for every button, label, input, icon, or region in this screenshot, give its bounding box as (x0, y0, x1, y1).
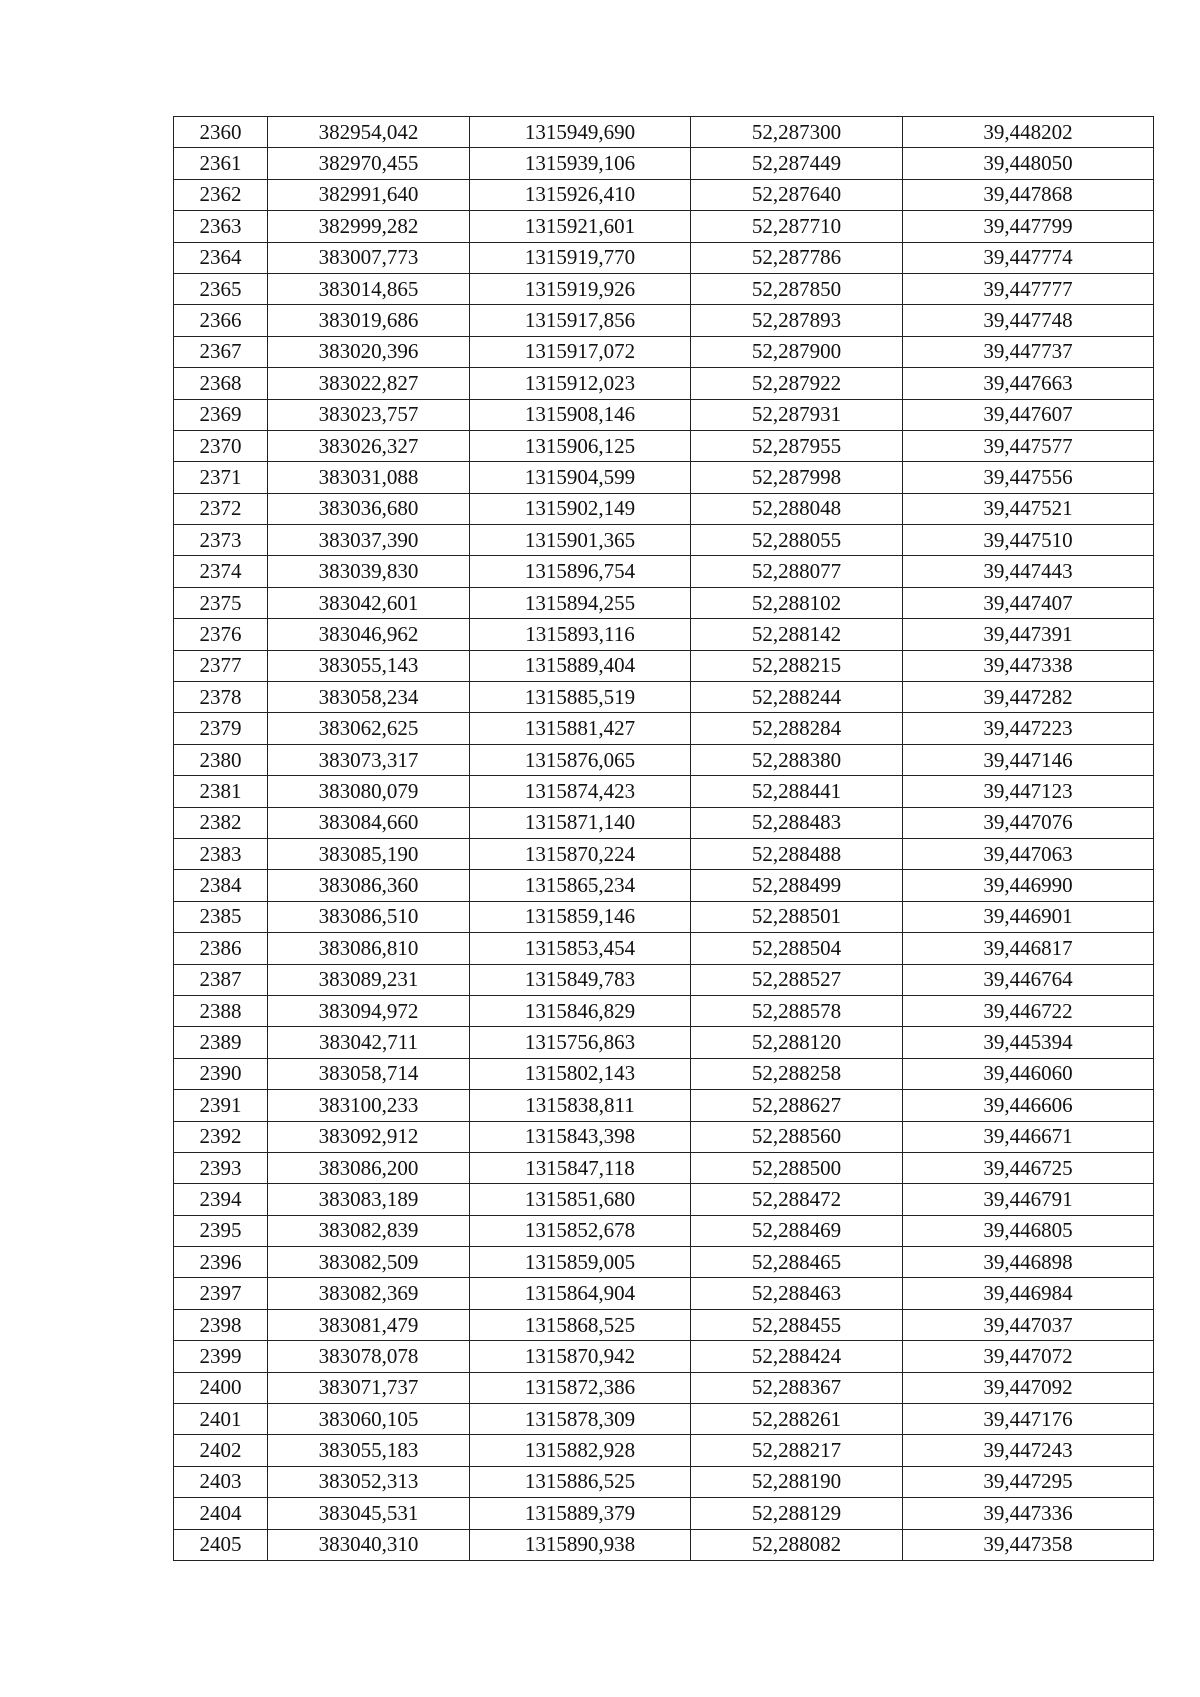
table-row (174, 1498, 1154, 1529)
y-coordinate-cell: 1315949,690 (470, 117, 691, 148)
longitude-cell: 39,445394 (903, 1027, 1154, 1058)
point-number-cell: 2365 (174, 273, 268, 304)
table-row (174, 1215, 1154, 1246)
coordinates-table-body (174, 117, 1154, 1561)
x-coordinate-cell: 383022,827 (268, 368, 470, 399)
y-coordinate-cell: 1315919,770 (470, 242, 691, 273)
x-coordinate-cell: 383058,234 (268, 682, 470, 713)
table-row (174, 462, 1154, 493)
latitude-cell: 52,287850 (691, 273, 903, 304)
x-coordinate-cell: 382954,042 (268, 117, 470, 148)
latitude-cell: 52,288129 (691, 1498, 903, 1529)
table-row (174, 744, 1154, 775)
latitude-cell: 52,288380 (691, 744, 903, 775)
latitude-cell: 52,288055 (691, 525, 903, 556)
table-row (174, 713, 1154, 744)
table-row (174, 1121, 1154, 1152)
point-number-cell: 2404 (174, 1498, 268, 1529)
table-row (174, 493, 1154, 524)
point-number-cell: 2364 (174, 242, 268, 273)
x-coordinate-cell: 383080,079 (268, 776, 470, 807)
latitude-cell: 52,288560 (691, 1121, 903, 1152)
x-coordinate-cell: 383014,865 (268, 273, 470, 304)
y-coordinate-cell: 1315838,811 (470, 1090, 691, 1121)
point-number-cell: 2379 (174, 713, 268, 744)
longitude-cell: 39,447338 (903, 650, 1154, 681)
point-number-cell: 2360 (174, 117, 268, 148)
latitude-cell: 52,287922 (691, 368, 903, 399)
x-coordinate-cell: 383082,509 (268, 1247, 470, 1278)
x-coordinate-cell: 383040,310 (268, 1529, 470, 1560)
y-coordinate-cell: 1315890,938 (470, 1529, 691, 1560)
longitude-cell: 39,446805 (903, 1215, 1154, 1246)
longitude-cell: 39,447282 (903, 682, 1154, 713)
y-coordinate-cell: 1315894,255 (470, 587, 691, 618)
x-coordinate-cell: 383086,510 (268, 901, 470, 932)
longitude-cell: 39,447737 (903, 336, 1154, 367)
point-number-cell: 2399 (174, 1341, 268, 1372)
latitude-cell: 52,288261 (691, 1404, 903, 1435)
latitude-cell: 52,287955 (691, 430, 903, 461)
x-coordinate-cell: 383045,531 (268, 1498, 470, 1529)
point-number-cell: 2385 (174, 901, 268, 932)
latitude-cell: 52,288463 (691, 1278, 903, 1309)
longitude-cell: 39,447556 (903, 462, 1154, 493)
y-coordinate-cell: 1315870,224 (470, 838, 691, 869)
y-coordinate-cell: 1315847,118 (470, 1152, 691, 1183)
y-coordinate-cell: 1315917,072 (470, 336, 691, 367)
longitude-cell: 39,446990 (903, 870, 1154, 901)
longitude-cell: 39,447510 (903, 525, 1154, 556)
table-row (174, 1372, 1154, 1403)
table-row (174, 117, 1154, 148)
latitude-cell: 52,288500 (691, 1152, 903, 1183)
table-row (174, 430, 1154, 461)
longitude-cell: 39,447063 (903, 838, 1154, 869)
longitude-cell: 39,447748 (903, 305, 1154, 336)
x-coordinate-cell: 383078,078 (268, 1341, 470, 1372)
y-coordinate-cell: 1315878,309 (470, 1404, 691, 1435)
point-number-cell: 2380 (174, 744, 268, 775)
y-coordinate-cell: 1315889,404 (470, 650, 691, 681)
point-number-cell: 2376 (174, 619, 268, 650)
table-row (174, 933, 1154, 964)
point-number-cell: 2387 (174, 964, 268, 995)
y-coordinate-cell: 1315901,365 (470, 525, 691, 556)
y-coordinate-cell: 1315919,926 (470, 273, 691, 304)
latitude-cell: 52,288483 (691, 807, 903, 838)
point-number-cell: 2388 (174, 995, 268, 1026)
x-coordinate-cell: 383100,233 (268, 1090, 470, 1121)
longitude-cell: 39,447295 (903, 1466, 1154, 1497)
table-row (174, 807, 1154, 838)
latitude-cell: 52,287786 (691, 242, 903, 273)
point-number-cell: 2397 (174, 1278, 268, 1309)
y-coordinate-cell: 1315889,379 (470, 1498, 691, 1529)
longitude-cell: 39,447521 (903, 493, 1154, 524)
latitude-cell: 52,288504 (691, 933, 903, 964)
point-number-cell: 2393 (174, 1152, 268, 1183)
latitude-cell: 52,287900 (691, 336, 903, 367)
table-row (174, 870, 1154, 901)
longitude-cell: 39,447092 (903, 1372, 1154, 1403)
y-coordinate-cell: 1315874,423 (470, 776, 691, 807)
longitude-cell: 39,446817 (903, 933, 1154, 964)
table-row (174, 1090, 1154, 1121)
table-row (174, 336, 1154, 367)
x-coordinate-cell: 382999,282 (268, 211, 470, 242)
point-number-cell: 2363 (174, 211, 268, 242)
x-coordinate-cell: 383082,369 (268, 1278, 470, 1309)
table-row (174, 1529, 1154, 1560)
point-number-cell: 2394 (174, 1184, 268, 1215)
point-number-cell: 2375 (174, 587, 268, 618)
point-number-cell: 2396 (174, 1247, 268, 1278)
x-coordinate-cell: 383020,396 (268, 336, 470, 367)
y-coordinate-cell: 1315893,116 (470, 619, 691, 650)
latitude-cell: 52,288258 (691, 1058, 903, 1089)
x-coordinate-cell: 383094,972 (268, 995, 470, 1026)
table-row (174, 305, 1154, 336)
longitude-cell: 39,447391 (903, 619, 1154, 650)
y-coordinate-cell: 1315912,023 (470, 368, 691, 399)
longitude-cell: 39,447774 (903, 242, 1154, 273)
point-number-cell: 2371 (174, 462, 268, 493)
table-row (174, 1435, 1154, 1466)
x-coordinate-cell: 383071,737 (268, 1372, 470, 1403)
latitude-cell: 52,288217 (691, 1435, 903, 1466)
longitude-cell: 39,446984 (903, 1278, 1154, 1309)
y-coordinate-cell: 1315802,143 (470, 1058, 691, 1089)
latitude-cell: 52,287449 (691, 148, 903, 179)
latitude-cell: 52,288102 (691, 587, 903, 618)
longitude-cell: 39,447799 (903, 211, 1154, 242)
point-number-cell: 2368 (174, 368, 268, 399)
longitude-cell: 39,447037 (903, 1309, 1154, 1340)
x-coordinate-cell: 383042,711 (268, 1027, 470, 1058)
point-number-cell: 2400 (174, 1372, 268, 1403)
longitude-cell: 39,447176 (903, 1404, 1154, 1435)
x-coordinate-cell: 383086,360 (268, 870, 470, 901)
y-coordinate-cell: 1315853,454 (470, 933, 691, 964)
latitude-cell: 52,288469 (691, 1215, 903, 1246)
latitude-cell: 52,288142 (691, 619, 903, 650)
table-row (174, 995, 1154, 1026)
point-number-cell: 2382 (174, 807, 268, 838)
point-number-cell: 2381 (174, 776, 268, 807)
table-row (174, 1247, 1154, 1278)
latitude-cell: 52,287640 (691, 179, 903, 210)
x-coordinate-cell: 383052,313 (268, 1466, 470, 1497)
x-coordinate-cell: 383046,962 (268, 619, 470, 650)
longitude-cell: 39,447663 (903, 368, 1154, 399)
point-number-cell: 2398 (174, 1309, 268, 1340)
point-number-cell: 2392 (174, 1121, 268, 1152)
x-coordinate-cell: 383037,390 (268, 525, 470, 556)
longitude-cell: 39,446791 (903, 1184, 1154, 1215)
point-number-cell: 2361 (174, 148, 268, 179)
x-coordinate-cell: 383055,183 (268, 1435, 470, 1466)
y-coordinate-cell: 1315896,754 (470, 556, 691, 587)
x-coordinate-cell: 383019,686 (268, 305, 470, 336)
x-coordinate-cell: 383085,190 (268, 838, 470, 869)
point-number-cell: 2372 (174, 493, 268, 524)
point-number-cell: 2391 (174, 1090, 268, 1121)
point-number-cell: 2384 (174, 870, 268, 901)
x-coordinate-cell: 383039,830 (268, 556, 470, 587)
longitude-cell: 39,447123 (903, 776, 1154, 807)
point-number-cell: 2402 (174, 1435, 268, 1466)
longitude-cell: 39,446671 (903, 1121, 1154, 1152)
coordinates-table (173, 116, 1154, 1561)
table-row (174, 1309, 1154, 1340)
point-number-cell: 2378 (174, 682, 268, 713)
y-coordinate-cell: 1315917,856 (470, 305, 691, 336)
longitude-cell: 39,447443 (903, 556, 1154, 587)
y-coordinate-cell: 1315882,928 (470, 1435, 691, 1466)
latitude-cell: 52,288284 (691, 713, 903, 744)
point-number-cell: 2386 (174, 933, 268, 964)
longitude-cell: 39,448050 (903, 148, 1154, 179)
latitude-cell: 52,288215 (691, 650, 903, 681)
table-row (174, 1466, 1154, 1497)
latitude-cell: 52,287300 (691, 117, 903, 148)
table-row (174, 1404, 1154, 1435)
point-number-cell: 2367 (174, 336, 268, 367)
table-row (174, 1341, 1154, 1372)
y-coordinate-cell: 1315921,601 (470, 211, 691, 242)
latitude-cell: 52,288082 (691, 1529, 903, 1560)
x-coordinate-cell: 383083,189 (268, 1184, 470, 1215)
longitude-cell: 39,447777 (903, 273, 1154, 304)
table-row (174, 273, 1154, 304)
latitude-cell: 52,288501 (691, 901, 903, 932)
table-row (174, 525, 1154, 556)
x-coordinate-cell: 383082,839 (268, 1215, 470, 1246)
longitude-cell: 39,447223 (903, 713, 1154, 744)
y-coordinate-cell: 1315885,519 (470, 682, 691, 713)
y-coordinate-cell: 1315871,140 (470, 807, 691, 838)
y-coordinate-cell: 1315876,065 (470, 744, 691, 775)
latitude-cell: 52,288424 (691, 1341, 903, 1372)
table-row (174, 179, 1154, 210)
x-coordinate-cell: 383007,773 (268, 242, 470, 273)
latitude-cell: 52,288488 (691, 838, 903, 869)
latitude-cell: 52,288472 (691, 1184, 903, 1215)
table-row (174, 1027, 1154, 1058)
latitude-cell: 52,287998 (691, 462, 903, 493)
point-number-cell: 2374 (174, 556, 268, 587)
table-row (174, 587, 1154, 618)
y-coordinate-cell: 1315849,783 (470, 964, 691, 995)
x-coordinate-cell: 383073,317 (268, 744, 470, 775)
latitude-cell: 52,288120 (691, 1027, 903, 1058)
table-row (174, 211, 1154, 242)
latitude-cell: 52,287893 (691, 305, 903, 336)
x-coordinate-cell: 383081,479 (268, 1309, 470, 1340)
y-coordinate-cell: 1315906,125 (470, 430, 691, 461)
x-coordinate-cell: 383086,810 (268, 933, 470, 964)
x-coordinate-cell: 383042,601 (268, 587, 470, 618)
latitude-cell: 52,288455 (691, 1309, 903, 1340)
longitude-cell: 39,446722 (903, 995, 1154, 1026)
latitude-cell: 52,288578 (691, 995, 903, 1026)
x-coordinate-cell: 382970,455 (268, 148, 470, 179)
longitude-cell: 39,447577 (903, 430, 1154, 461)
longitude-cell: 39,446764 (903, 964, 1154, 995)
y-coordinate-cell: 1315846,829 (470, 995, 691, 1026)
table-row (174, 1152, 1154, 1183)
table-row (174, 619, 1154, 650)
point-number-cell: 2370 (174, 430, 268, 461)
x-coordinate-cell: 383062,625 (268, 713, 470, 744)
y-coordinate-cell: 1315851,680 (470, 1184, 691, 1215)
x-coordinate-cell: 383092,912 (268, 1121, 470, 1152)
point-number-cell: 2395 (174, 1215, 268, 1246)
latitude-cell: 52,288465 (691, 1247, 903, 1278)
latitude-cell: 52,287710 (691, 211, 903, 242)
point-number-cell: 2401 (174, 1404, 268, 1435)
latitude-cell: 52,288367 (691, 1372, 903, 1403)
latitude-cell: 52,288190 (691, 1466, 903, 1497)
table-row (174, 1058, 1154, 1089)
x-coordinate-cell: 382991,640 (268, 179, 470, 210)
longitude-cell: 39,447076 (903, 807, 1154, 838)
longitude-cell: 39,447336 (903, 1498, 1154, 1529)
point-number-cell: 2366 (174, 305, 268, 336)
y-coordinate-cell: 1315926,410 (470, 179, 691, 210)
latitude-cell: 52,288244 (691, 682, 903, 713)
latitude-cell: 52,288077 (691, 556, 903, 587)
longitude-cell: 39,447868 (903, 179, 1154, 210)
table-row (174, 1184, 1154, 1215)
table-row (174, 838, 1154, 869)
y-coordinate-cell: 1315865,234 (470, 870, 691, 901)
point-number-cell: 2390 (174, 1058, 268, 1089)
y-coordinate-cell: 1315864,904 (470, 1278, 691, 1309)
x-coordinate-cell: 383089,231 (268, 964, 470, 995)
table-row (174, 964, 1154, 995)
point-number-cell: 2369 (174, 399, 268, 430)
table-row (174, 682, 1154, 713)
x-coordinate-cell: 383055,143 (268, 650, 470, 681)
longitude-cell: 39,447146 (903, 744, 1154, 775)
y-coordinate-cell: 1315859,146 (470, 901, 691, 932)
y-coordinate-cell: 1315868,525 (470, 1309, 691, 1340)
y-coordinate-cell: 1315859,005 (470, 1247, 691, 1278)
latitude-cell: 52,288048 (691, 493, 903, 524)
y-coordinate-cell: 1315908,146 (470, 399, 691, 430)
point-number-cell: 2362 (174, 179, 268, 210)
table-row (174, 148, 1154, 179)
table-row (174, 556, 1154, 587)
y-coordinate-cell: 1315756,863 (470, 1027, 691, 1058)
x-coordinate-cell: 383023,757 (268, 399, 470, 430)
y-coordinate-cell: 1315870,942 (470, 1341, 691, 1372)
table-row (174, 368, 1154, 399)
x-coordinate-cell: 383036,680 (268, 493, 470, 524)
x-coordinate-cell: 383031,088 (268, 462, 470, 493)
longitude-cell: 39,447072 (903, 1341, 1154, 1372)
x-coordinate-cell: 383086,200 (268, 1152, 470, 1183)
y-coordinate-cell: 1315904,599 (470, 462, 691, 493)
longitude-cell: 39,446898 (903, 1247, 1154, 1278)
table-row (174, 242, 1154, 273)
longitude-cell: 39,446060 (903, 1058, 1154, 1089)
table-row (174, 776, 1154, 807)
point-number-cell: 2389 (174, 1027, 268, 1058)
y-coordinate-cell: 1315872,386 (470, 1372, 691, 1403)
point-number-cell: 2383 (174, 838, 268, 869)
table-row (174, 650, 1154, 681)
latitude-cell: 52,287931 (691, 399, 903, 430)
latitude-cell: 52,288627 (691, 1090, 903, 1121)
y-coordinate-cell: 1315939,106 (470, 148, 691, 179)
latitude-cell: 52,288499 (691, 870, 903, 901)
table-row (174, 1278, 1154, 1309)
y-coordinate-cell: 1315843,398 (470, 1121, 691, 1152)
y-coordinate-cell: 1315886,525 (470, 1466, 691, 1497)
latitude-cell: 52,288441 (691, 776, 903, 807)
point-number-cell: 2405 (174, 1529, 268, 1560)
longitude-cell: 39,446606 (903, 1090, 1154, 1121)
y-coordinate-cell: 1315881,427 (470, 713, 691, 744)
x-coordinate-cell: 383084,660 (268, 807, 470, 838)
x-coordinate-cell: 383058,714 (268, 1058, 470, 1089)
latitude-cell: 52,288527 (691, 964, 903, 995)
point-number-cell: 2373 (174, 525, 268, 556)
longitude-cell: 39,446725 (903, 1152, 1154, 1183)
y-coordinate-cell: 1315902,149 (470, 493, 691, 524)
longitude-cell: 39,447243 (903, 1435, 1154, 1466)
y-coordinate-cell: 1315852,678 (470, 1215, 691, 1246)
longitude-cell: 39,447358 (903, 1529, 1154, 1560)
x-coordinate-cell: 383026,327 (268, 430, 470, 461)
longitude-cell: 39,447407 (903, 587, 1154, 618)
x-coordinate-cell: 383060,105 (268, 1404, 470, 1435)
longitude-cell: 39,447607 (903, 399, 1154, 430)
longitude-cell: 39,446901 (903, 901, 1154, 932)
table-row (174, 901, 1154, 932)
point-number-cell: 2403 (174, 1466, 268, 1497)
longitude-cell: 39,448202 (903, 117, 1154, 148)
table-row (174, 399, 1154, 430)
point-number-cell: 2377 (174, 650, 268, 681)
